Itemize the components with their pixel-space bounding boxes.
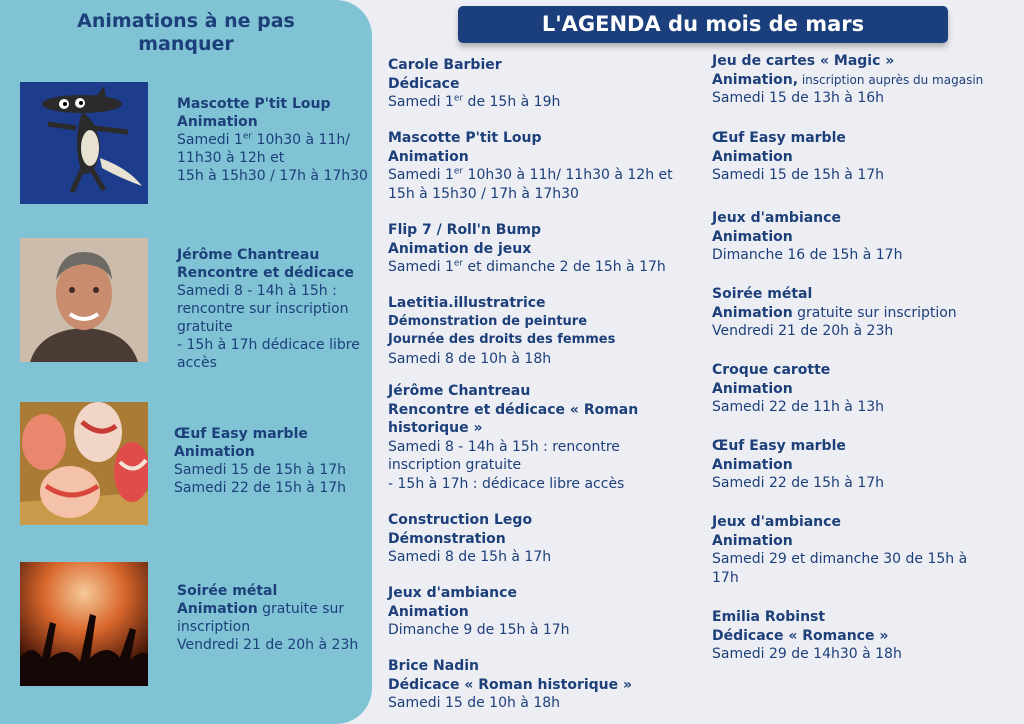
event-note: inscription auprès du magasin [798, 72, 984, 87]
event-date: Samedi 1 [388, 167, 454, 183]
feature-date: gratuite [177, 319, 233, 335]
event-type: Animation [712, 304, 793, 321]
feature-title: Soirée métal [177, 583, 278, 599]
event-date: 15h à 15h30 / 17h à 17h30 [388, 185, 579, 202]
feature-date: accès [177, 355, 217, 371]
marbled-eggs-image [20, 402, 148, 525]
agenda-event [388, 584, 570, 640]
event-type: Animation [388, 148, 469, 165]
event-date: 10h30 à 11h/ 11h30 à 12h et [463, 167, 673, 183]
featured-title-line1: Animations à ne pas [77, 10, 295, 32]
event-date: - 15h à 17h : dédicace libre accès [388, 475, 625, 492]
feature-date: Samedi 1 [177, 132, 243, 148]
agenda-event [388, 511, 551, 567]
agenda-event [712, 513, 967, 587]
feature-date: Samedi 15 de 15h à 17h [174, 462, 347, 478]
wolf-mascot-image [20, 82, 148, 204]
event-title: Jeux d'ambiance [712, 210, 841, 226]
event-title: Mascotte P'tit Loup [388, 130, 542, 146]
event-type: Dédicace « Romance » [712, 627, 889, 644]
event-date: Samedi 15 de 10h à 18h [388, 695, 561, 711]
event-title: Emilia Robinst [712, 609, 826, 625]
concert-crowd-image [20, 562, 148, 686]
event-title: Œuf Easy marble [712, 130, 846, 146]
feature-title: Œuf Easy marble [174, 426, 308, 442]
event-date: Samedi 22 de 11h à 13h [712, 399, 885, 415]
event-date-sup: er [453, 258, 464, 269]
agenda-event [712, 129, 884, 185]
feature-date: Samedi 8 - 14h à 15h : [177, 283, 337, 299]
event-title: Jeux d'ambiance [712, 514, 841, 530]
event-type: Démonstration de peinture [388, 313, 588, 329]
feature-date: Samedi 22 de 15h à 17h [174, 480, 347, 496]
author-portrait-image [20, 238, 148, 362]
agenda-event [712, 437, 884, 493]
event-type: Animation [712, 456, 793, 473]
event-title: Jeu de cartes « Magic » [712, 53, 895, 69]
event-date: de 15h à 19h [463, 94, 561, 110]
feature-date: 15h à 15h30 / 17h à 17h30 [177, 168, 368, 184]
event-type: Animation [712, 148, 793, 165]
event-title: Flip 7 / Roll'n Bump [388, 222, 542, 238]
event-type: Animation [388, 603, 469, 620]
feature-subtitle: Animation [177, 601, 258, 617]
event-type-rest: gratuite sur inscription [792, 304, 957, 321]
agenda-banner: L'AGENDA du mois de mars [458, 6, 948, 43]
event-type: Rencontre et dédicace « Roman [388, 401, 639, 418]
event-date: 17h [712, 569, 739, 586]
event-date-sup: er [453, 93, 464, 104]
event-date: Dimanche 9 de 15h à 17h [388, 622, 570, 638]
agenda-event [388, 56, 560, 112]
feature-title: Mascotte P'tit Loup [177, 96, 331, 112]
event-date: Samedi 8 de 10h à 18h [388, 350, 552, 367]
feature-date: rencontre sur inscription [177, 301, 349, 317]
event-date: Vendredi 21 de 20h à 23h [712, 323, 894, 339]
event-title: Carole Barbier [388, 57, 502, 73]
event-title: Croque carotte [712, 362, 831, 378]
event-title: Jeux d'ambiance [388, 585, 517, 601]
event-type: Animation [712, 228, 793, 245]
event-date-sup: er [453, 166, 464, 177]
feature-date: 10h30 à 11h/ [252, 132, 350, 148]
agenda-event [712, 209, 902, 265]
featured-title-line2: manquer [138, 33, 234, 55]
event-type: Animation, [712, 71, 799, 88]
event-type: Dédicace « Roman historique » [388, 676, 633, 693]
event-type: Journée des droits des femmes [388, 332, 616, 347]
agenda-event [388, 382, 638, 493]
event-date: Samedi 1 [388, 259, 454, 275]
event-type: Animation de jeux [388, 240, 532, 257]
feature-date: Vendredi 21 de 20h à 23h [177, 637, 359, 653]
event-date: Samedi 29 et dimanche 30 de 15h à [712, 551, 968, 567]
event-title: Laetitia.illustratrice [388, 295, 546, 311]
event-date: Samedi 8 - 14h à 15h : rencontre [388, 438, 620, 455]
feature-date: 11h30 à 12h et [177, 150, 285, 166]
event-date: et dimanche 2 de 15h à 17h [463, 259, 666, 275]
agenda-event [712, 361, 884, 417]
event-date: Samedi 15 de 15h à 17h [712, 167, 885, 183]
feature-date: - 15h à 17h dédicace libre [177, 337, 360, 353]
agenda-event [388, 221, 666, 277]
event-title: Œuf Easy marble [712, 438, 846, 454]
feature-subtitle: Animation [174, 444, 255, 460]
feature-subtitle-rest: gratuite sur [257, 601, 345, 617]
feature-date-sup: er [242, 131, 253, 142]
feature-subtitle: Rencontre et dédicace [177, 265, 355, 281]
agenda-event [712, 52, 983, 108]
feature-title: Jérôme Chantreau [177, 247, 320, 263]
event-date: Dimanche 16 de 15h à 17h [712, 247, 903, 263]
event-title: Construction Lego [388, 512, 533, 528]
event-date: Samedi 8 de 15h à 17h [388, 549, 552, 565]
featured-title [36, 10, 336, 56]
event-title: Soirée métal [712, 286, 813, 302]
event-type: Animation [712, 532, 793, 549]
event-date: Samedi 29 de 14h30 à 18h [712, 646, 902, 662]
agenda-event [712, 608, 902, 664]
agenda-event [388, 657, 632, 713]
agenda-event [388, 294, 615, 368]
event-type: Dédicace [388, 75, 460, 92]
feature-subtitle: Animation [177, 114, 258, 130]
event-type: historique » [388, 420, 483, 436]
event-date: Samedi 1 [388, 94, 454, 110]
agenda-event [712, 285, 957, 341]
event-date: Samedi 22 de 15h à 17h [712, 475, 885, 491]
feature-date: inscription [177, 619, 251, 635]
event-date: inscription gratuite [388, 457, 522, 473]
event-title: Jérôme Chantreau [388, 383, 531, 399]
agenda-event [388, 129, 673, 203]
event-title: Brice Nadin [388, 658, 479, 674]
event-date: Samedi 15 de 13h à 16h [712, 90, 885, 106]
event-type: Démonstration [388, 530, 506, 547]
event-type: Animation [712, 380, 793, 397]
